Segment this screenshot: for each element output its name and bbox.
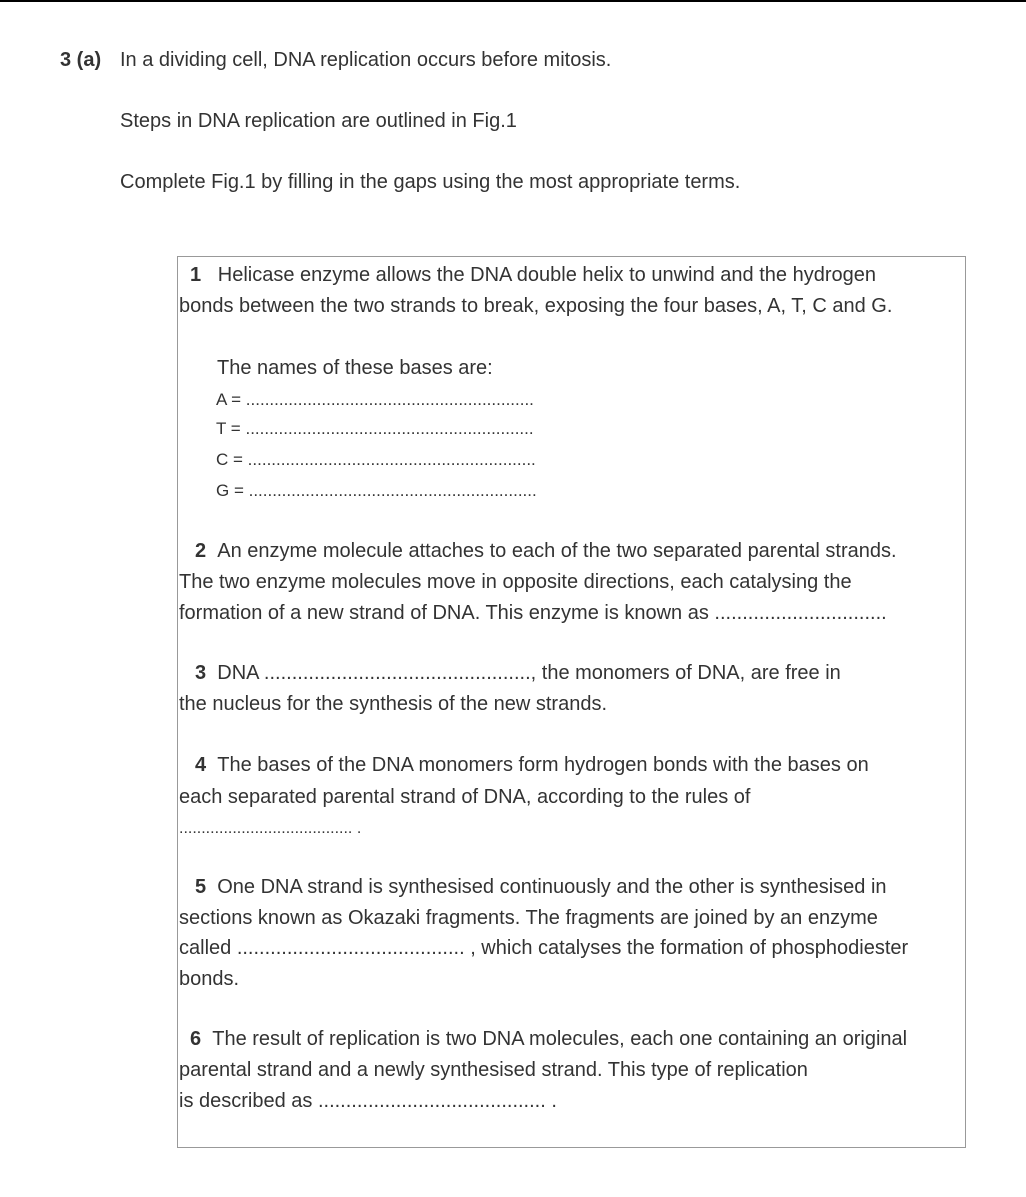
step-5-line-1	[195, 872, 887, 903]
step-4-line-1	[195, 750, 869, 781]
base-a-blank[interactable]: .............................................................	[245, 390, 534, 409]
step-4-text-1: The bases of the DNA monomers form hydrogen bonds with the bases on	[217, 754, 869, 776]
step-3-text-2: the nucleus for the synthesis of the new strands.	[179, 693, 608, 715]
step-3-number: 3	[195, 662, 207, 684]
step-1-line-1	[190, 260, 876, 291]
question-outline: Steps in DNA replication are outlined in Fig.1	[120, 110, 517, 132]
step-2-text-2: The two enzyme molecules move in opposite directions, each catalysing the	[179, 571, 852, 593]
question-intro: In a dividing cell, DNA replication occurs before mitosis.	[120, 49, 612, 71]
step-1-number: 1	[190, 264, 202, 286]
base-a-label: A =	[216, 390, 242, 409]
step-4-text-2: each separated parental strand of DNA, according to the rules of	[179, 786, 751, 808]
base-t-row	[216, 417, 534, 441]
step-2-text-1: An enzyme molecule attaches to each of the two separated parental strands.	[217, 540, 897, 562]
step-6-text-2: parental strand and a newly synthesised strand. This type of replication	[179, 1059, 808, 1081]
step-2-line-1	[195, 536, 897, 567]
base-c-label: C =	[216, 450, 243, 469]
base-t-label: T =	[216, 419, 241, 438]
step-2-number: 2	[195, 540, 207, 562]
base-g-row	[216, 479, 537, 503]
step-3-text-1: DNA ................................................, the monomers of DNA, are free in	[217, 662, 841, 684]
step-1-text-1: Helicase enzyme allows the DNA double helix to unwind and the hydrogen	[217, 264, 876, 286]
step-5-text-2: sections known as Okazaki fragments. The fragments are joined by an enzyme	[179, 907, 878, 929]
step-6-number: 6	[190, 1028, 202, 1050]
step-6-line-1	[190, 1024, 907, 1055]
step-5-text-1: One DNA strand is synthesised continuously and the other is synthesised in	[217, 876, 887, 898]
base-g-label: G =	[216, 481, 244, 500]
base-c-blank[interactable]: .............................................................	[247, 450, 536, 469]
step-6-text-3: is described as ......................................... .	[179, 1090, 557, 1112]
step-3-line-1	[195, 658, 841, 689]
base-a-row	[216, 388, 534, 412]
question-number: 3 (a)	[60, 49, 102, 71]
base-g-blank[interactable]: .............................................................	[248, 481, 537, 500]
step-6-text-1: The result of replication is two DNA molecules, each one containing an original	[212, 1028, 908, 1050]
question-instruction: Complete Fig.1 by filling in the gaps using the most appropriate terms.	[120, 171, 741, 193]
step-4-blank[interactable]: ....................................... .	[179, 820, 362, 837]
step-1-text-2: bonds between the two strands to break, exposing the four bases, A, T, C and G.	[179, 295, 893, 317]
step-5-number: 5	[195, 876, 207, 898]
base-c-row	[216, 448, 536, 472]
step-2-text-3: formation of a new strand of DNA. This enzyme is known as ...............................	[179, 602, 887, 624]
step-5-text-4: bonds.	[179, 968, 240, 990]
step-4-number: 4	[195, 754, 207, 776]
bases-heading: The names of these bases are:	[217, 357, 493, 379]
top-rule	[0, 0, 1026, 2]
step-5-text-3: called ......................................... , which catalyses the formation of phosphodiester	[179, 937, 909, 959]
base-t-blank[interactable]: .............................................................	[245, 419, 534, 438]
